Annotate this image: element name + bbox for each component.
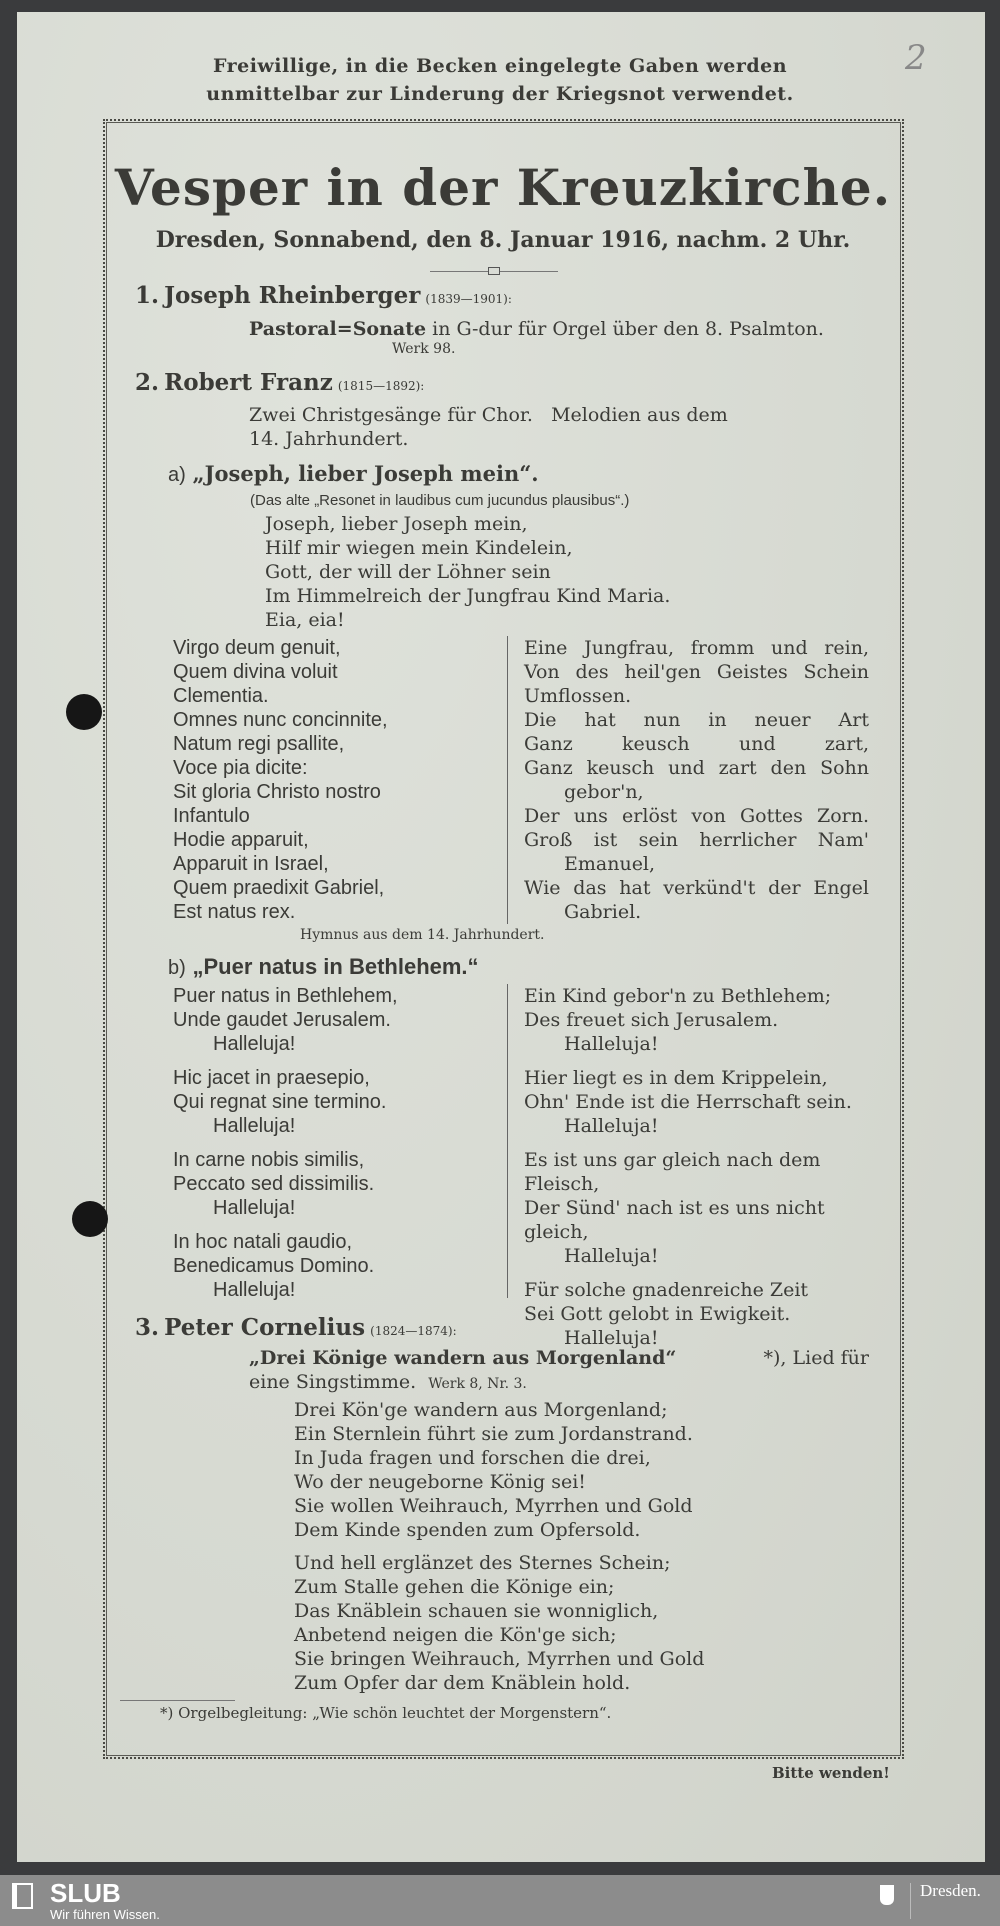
lyric-line: In Juda fragen und forschen die drei, [294, 1447, 651, 1469]
composer-name: Peter Cornelius [164, 1314, 366, 1341]
lyric-line: Und hell erglänzet des Sternes Schein; [294, 1552, 671, 1574]
stanza [524, 984, 869, 1056]
german-line: Halleluja! [564, 1033, 659, 1055]
description-text: eine Singstimme. [249, 1371, 417, 1393]
latin-line: Natum regi psallite, [173, 733, 345, 755]
stanza [524, 1066, 869, 1138]
german-line: Halleluja! [564, 1327, 659, 1349]
latin-line: Omnes nunc concinnite, [173, 709, 388, 731]
german-line: Es ist uns gar gleich nach dem Fleisch, [524, 1149, 821, 1195]
german-line: Von des heil'gen Geistes Schein [524, 661, 869, 683]
german-line: Der Sünd' nach ist es uns nicht gleich, [524, 1197, 825, 1243]
latin-line: Unde gaudet Jerusalem. [173, 1009, 391, 1031]
column-divider [507, 636, 508, 924]
footnote: *) Orgelbegleitung: „Wie schön leuchtet der Morgenstern“. [160, 1704, 612, 1722]
slogan: Wir führen Wissen. [50, 1907, 160, 1922]
song-label: b) [168, 957, 186, 979]
header-line-1: Freiwillige, in die Becken eingelegte Gaben werden [212, 55, 788, 77]
work-description: in G-dur für Orgel über den 8. Psalmton. [426, 318, 824, 340]
lyric-line: Zum Stalle gehen die Könige ein; [294, 1576, 615, 1598]
verse-line: Hilf mir wiegen mein Kindelein, [265, 537, 573, 559]
latin-line: Virgo deum genuit, [173, 637, 341, 659]
german-line: Ohn' Ende ist die Herrschaft sein. [524, 1091, 852, 1113]
item-1-heading [135, 282, 512, 309]
viewer-footer [0, 1875, 1000, 1926]
verse-line: Eia, eia! [265, 609, 345, 631]
composer-name: Joseph Rheinberger [164, 282, 421, 309]
verse-line: Im Himmelreich der Jungfrau Kind Maria. [265, 585, 671, 607]
composer-name: Robert Franz [164, 369, 333, 396]
subtitle: Dresden, Sonnabend, den 8. Januar 1916, nachm. 2 Uhr. [155, 227, 851, 253]
hymn-source: Hymnus aus dem 14. Jahrhundert. [300, 927, 545, 943]
item-number: 3. [135, 1314, 160, 1341]
latin-line: Halleluja! [213, 1197, 296, 1219]
verse-line: Gott, der will der Löhner sein [265, 561, 551, 583]
german-line: Wie das hat verkünd't der Engel [524, 877, 869, 899]
german-line: Gabriel. [564, 901, 642, 923]
turn-over-note: Bitte wenden! [772, 1764, 890, 1782]
song-a-heading [168, 461, 539, 487]
latin-line: Peccato sed dissimilis. [173, 1173, 375, 1195]
latin-line: Puer natus in Bethlehem, [173, 985, 398, 1007]
verse-line: Joseph, lieber Joseph mein, [265, 513, 528, 535]
lyric-line: Drei Kön'ge wandern aus Morgenland; [294, 1399, 668, 1421]
item-1-opus: Werk 98. [392, 341, 456, 357]
ornament-divider [488, 267, 500, 275]
item-3-description [249, 1346, 869, 1396]
dresden-logo[interactable]: Dresden. [920, 1881, 981, 1900]
latin-line: Quem divina voluit [173, 661, 338, 683]
german-line: Groß ist sein herrlicher Nam' [524, 829, 869, 851]
latin-line: Voce pia dicite: [173, 757, 308, 779]
song-title: „Joseph, lieber Joseph mein“. [192, 461, 539, 486]
description-text: *), Lied für [763, 1347, 869, 1369]
stanza [173, 1148, 398, 1220]
german-line: Eine Jungfrau, fromm und rein, [524, 637, 869, 659]
latin-line: Qui regnat sine termino. [173, 1091, 387, 1113]
footnote-rule [120, 1700, 235, 1701]
lyric-line: Dem Kinde spenden zum Opfersold. [294, 1519, 641, 1541]
dresden-crest-icon [880, 1885, 894, 1905]
stanza [524, 1148, 869, 1268]
german-line: Die hat nun in neuer Art [524, 709, 869, 731]
german-line: Sei Gott gelobt in Ewigkeit. [524, 1303, 791, 1325]
german-column [524, 984, 869, 1360]
german-line: Für solche gnadenreiche Zeit [524, 1279, 809, 1301]
item-1-work [249, 317, 824, 341]
stanza [524, 1278, 869, 1350]
song-title: „Puer natus in Bethlehem.“ [192, 954, 479, 979]
song-a-note: (Das alte „Resonet in laudibus cum jucundus plausibus“.) [250, 492, 630, 509]
stanza [173, 1066, 398, 1138]
item-3-heading [135, 1314, 457, 1341]
work-title: Pastoral=Sonate [249, 318, 427, 340]
german-line: Halleluja! [564, 1115, 659, 1137]
opus-number: Werk 8, Nr. 3. [428, 1376, 527, 1392]
german-line: Des freuet sich Jerusalem. [524, 1009, 779, 1031]
song-title: „Drei Könige wandern aus Morgenland“ [249, 1347, 677, 1369]
latin-line: Halleluja! [213, 1279, 296, 1301]
latin-line: In hoc natali gaudio, [173, 1231, 353, 1253]
latin-line: Apparuit in Israel, [173, 853, 329, 875]
german-line: Ein Kind gebor'n zu Bethlehem; [524, 985, 832, 1007]
header-line-2: unmittelbar zur Linderung der Kriegsnot verwendet. [206, 83, 794, 105]
lyric-line: Zum Opfer dar dem Knäblein hold. [294, 1672, 631, 1694]
lyric-line: Sie bringen Weihrauch, Myrrhen und Gold [294, 1648, 705, 1670]
composer-years: (1815—1892): [337, 379, 425, 393]
german-line: Emanuel, [564, 853, 656, 875]
latin-column [173, 984, 398, 1312]
slub-logo[interactable]: SLUB [50, 1878, 121, 1908]
description-line: 14. Jahrhundert. [249, 428, 409, 450]
song-label: a) [168, 464, 186, 486]
song-b-heading [168, 955, 479, 980]
composer-years: (1824—1874): [370, 1324, 457, 1338]
punch-hole [72, 1201, 108, 1237]
latin-line: Hic jacet in praesepio, [173, 1067, 370, 1089]
lyric-line: Ein Sternlein führt sie zum Jordanstrand. [294, 1423, 693, 1445]
item-number: 1. [135, 282, 160, 309]
german-line: Umflossen. [524, 685, 632, 707]
book-icon [12, 1883, 33, 1909]
latin-line: Hodie apparuit, [173, 829, 309, 851]
composer-years: (1839—1901): [425, 292, 512, 306]
german-line: Ganz keusch und zart den Sohn [524, 757, 869, 779]
lyric-line: Wo der neugeborne König sei! [294, 1471, 586, 1493]
german-line: Ganz keusch und zart, [524, 733, 869, 755]
page-title: Vesper in der Kreuzkirche. [114, 158, 892, 217]
german-line: gebor'n, [564, 781, 644, 803]
column-divider [507, 984, 508, 1298]
stanza-2 [294, 1551, 704, 1695]
german-line: Hier liegt es in dem Krippelein, [524, 1067, 828, 1089]
logo-divider [910, 1883, 911, 1919]
latin-line: Halleluja! [213, 1033, 296, 1055]
latin-column [173, 636, 388, 924]
punch-hole [66, 694, 102, 730]
song-a-verse [265, 512, 670, 632]
latin-line: Infantulo [173, 805, 250, 827]
lyric-line: Sie wollen Weihrauch, Myrrhen und Gold [294, 1495, 693, 1517]
stanza [173, 984, 398, 1056]
item-2-heading [135, 369, 424, 396]
latin-line: In carne nobis similis, [173, 1149, 365, 1171]
stanza [173, 1230, 398, 1302]
latin-line: Est natus rex. [173, 901, 296, 923]
handwritten-page-number: 2 [905, 38, 927, 78]
item-number: 2. [135, 369, 160, 396]
latin-line: Clementia. [173, 685, 269, 707]
german-column [524, 636, 869, 924]
latin-line: Quem praedixit Gabriel, [173, 877, 385, 899]
lyric-line: Anbetend neigen die Kön'ge sich; [294, 1624, 617, 1646]
stanza-1 [294, 1398, 693, 1542]
german-line: Halleluja! [564, 1245, 659, 1267]
latin-line: Sit gloria Christo nostro [173, 781, 381, 803]
latin-line: Halleluja! [213, 1115, 296, 1137]
german-line: Der uns erlöst von Gottes Zorn. [524, 805, 869, 827]
description-line: Zwei Christgesänge für Chor. Melodien aus dem [249, 404, 728, 426]
latin-line: Benedicamus Domino. [173, 1255, 375, 1277]
item-2-description [249, 403, 869, 451]
lyric-line: Das Knäblein schauen sie wonniglich, [294, 1600, 659, 1622]
